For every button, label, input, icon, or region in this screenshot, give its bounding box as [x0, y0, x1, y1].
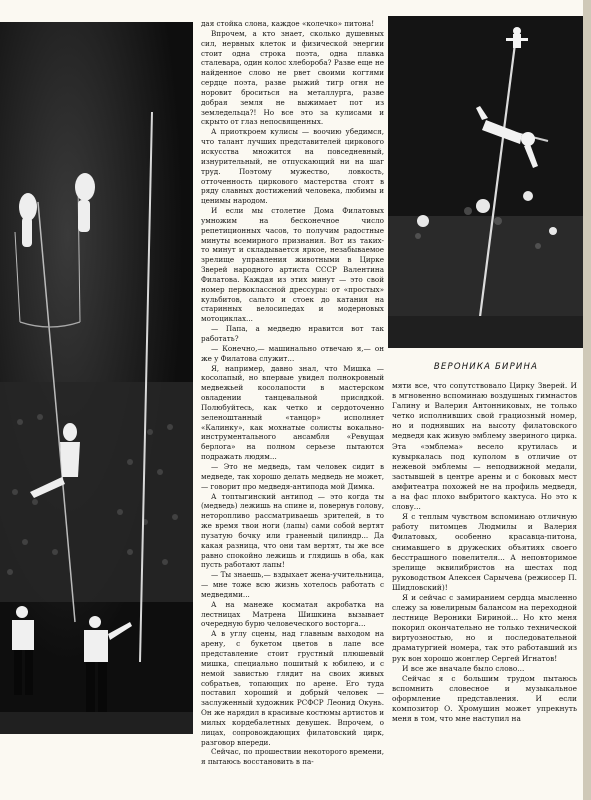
photo-caption: ВЕРОНИКА БИРИНА	[433, 362, 539, 372]
col1-paragraph: А на манеже косматая акробатка на лестницах Матрена Шишкина вызывает очередную бурю человеческого восторга...	[201, 599, 384, 629]
col2-paragraph: Я с теплым чувством вспоминаю отличную работу питомцев Людмилы и Валерия Филатовых, особенно красавца-питона, снимавшего в дружеских объятиях своего бесстрашного повелителя... А неповторимое зрелище эквилибристов на шестах под руководством Алексея Сарычева (режиссер П. Шидловский)!	[392, 512, 577, 592]
text-column-left	[201, 19, 384, 767]
col1-paragraph: — Конечно,— машинально отвечаю я,— он же у Филатова служит...	[201, 343, 384, 363]
col1-paragraph: — Это не медведь, там человек сидит в медведе, так хорошо делать медведь не может,— говорит про медведя-антипода мой Димка.	[201, 461, 384, 491]
page-edge	[583, 0, 591, 800]
col1-paragraph: Я, например, давно знал, что Мишка — косолапый, но впервые увидел полнокровный медвежьей косолапости в мастерском овладении танцевальной присядкой. Полюбуйтесь, как четко и сердоточенно зеленоштанный «танцор» исполняет «Калинку», как мохнатые солисты вокально-инструментального ансамбля «Ревущая берлога» на полном серьезе пытаются подражать людям...	[201, 363, 384, 462]
col1-paragraph: А топтыгинский антипод — это когда ты (медведь) лежишь на спине и, повернув голову, неторопливо рассматриваешь зрителей, в то же время твои ноги (лапы) сами собой вертят пузатую бочку или граненый цилиндр... Да какая разница, что они там вертят, ты же все равно спокойно лежишь и глядишь в оба, как пусть работают лапы!	[201, 491, 384, 570]
trapeze-artists-photo	[0, 22, 193, 734]
col1-paragraph: Впрочем, а кто знает, сколько душевных сил, нервных клеток и физической энергии стоит одна строка поэта, одна плавка сталевара, один колос хлебороба? Разве еще не найденное слово не рвет своими когтями сердце поэта, разве рыжий тигр огня не норовит броситься на металлурга, разве добрая земля не выжимает пот из земледельца?! Но все это за кулисами и скрыто от глаз непосвященных.	[201, 28, 384, 127]
col2-paragraph: Я и сейчас с замиранием сердца мысленно слежу за ювелирным балансом на переходной лестнице Вероники Бириной... Но кто меня покорил окончательно не только технической виртуозностью, но и последовательной драматургией номера, так это работавший из рук вон хорошо жонглер Сергей Игнатов!	[392, 592, 577, 663]
col2-paragraph: И все же вначале было слово...	[402, 663, 525, 673]
col1-paragraph: И если мы столетие Дома Филатовых умножим на бесконечное число репетиционных часов, то получим радостные минуты всемирного признания. Вот из таких-то минут и складывается яркое, незабываемое зрелище управления животными в Цирке Зверей народного артиста СССР Валентина Филатова. Каждая из этих минут — это свой номер первоклассной дрессуры: от «простых» кульбитов, сальто и стоек до катания на старинных велосипедах и модерновых мотоциклах...	[201, 206, 384, 324]
col2-paragraph: мяти все, что сопутствовало Цирку Зверей. И в мгновенно вспоминаю воздушных гимнастов Галину и Валерия Антонниковых, не только четко исполнивших свой грациозный номер, но и поднявших на высоту филатовского медведя как живую эмблему звериного цирка. Эта «эмблема» весело крутилась и кувыркалась под куполом в отличие от нежевой эмблемы — неподвижной медали, застывшей в центре арены и с боковых мест амфитеатра похожей не на профиль медведя, а на фас плохо выбритого кактуса. Но это к слову...	[392, 381, 577, 512]
col1-paragraph: А приоткроем кулисы — воочию убедимся, что талант лучших представителей циркового искусства множится на повседневный, изнурительный, не отпускающий ни на шаг труд. Поэтому мужество, ловкость, отточенность циркового мастерства стоят в ряду славных достижений человека, любимы и ценимы народом.	[201, 127, 384, 206]
col1-paragraph: дая стойка слона, каждое «колечко» питона!	[201, 19, 375, 28]
col1-paragraph: Сейчас, по прошествии некоторого времени, я пытаюсь восстановить в па-	[201, 747, 384, 767]
col1-paragraph: А в углу сцены, над главным выходом на арену, с букетом цветов в лапе все представление стоит грустный плюшевый мишка, специально пошитый к юбилею, и с немой завистью глядит на своих живых собратьев, топающих по арене. Его туда поставил хороший и добрый человек — заслуженный художник РСФСР Леонид Окунь. Он же нарядил в красивые костюмы артистов и милых кордебалетных девушек. Впрочем, о лицах, сопровождающих филатовский цирк, разговор впереди.	[201, 629, 385, 747]
col1-paragraph: — Папа, а медведю нравится вот так работать?	[201, 324, 384, 343]
equilibrist-photo	[388, 16, 584, 348]
col1-paragraph: — Ты знаешь,— вздыхает жена-учительница,— мне тоже всю жизнь хотелось работать с медведями...	[201, 570, 384, 599]
col2-paragraph: Сейчас я с большим трудом пытаюсь вспомнить словесное и музыкальное оформление представления. И если композитор О. Хромушин может упрекнуть меня в том, что мне наступил на	[392, 673, 577, 724]
text-column-right	[392, 381, 577, 724]
